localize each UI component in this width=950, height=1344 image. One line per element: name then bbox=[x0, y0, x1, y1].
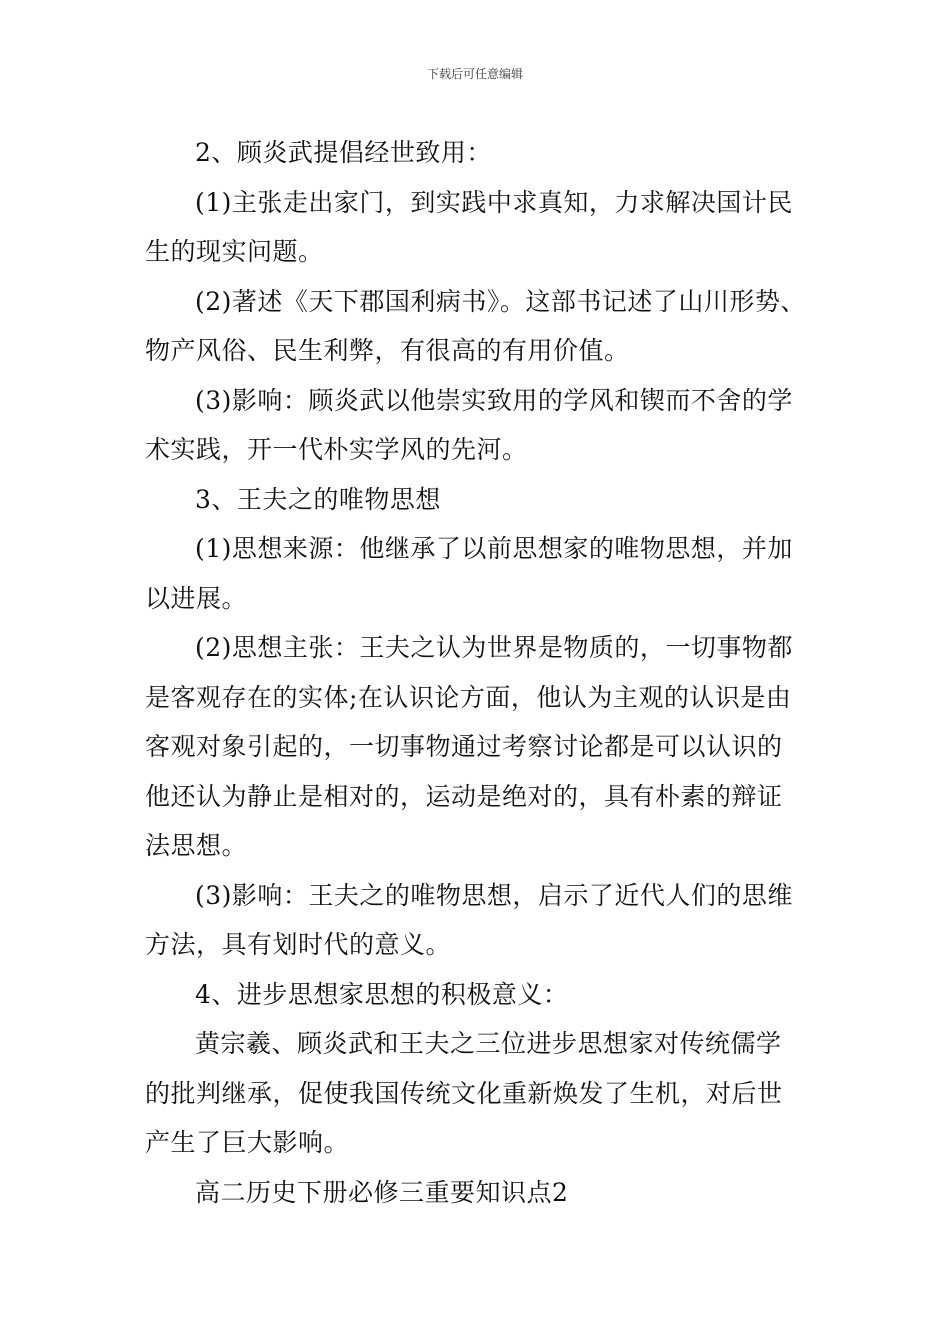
paragraph-line: 2、顾炎武提倡经世致用： bbox=[195, 138, 492, 167]
paragraph-6 bbox=[145, 524, 815, 623]
paragraph-line: 是客观存在的实体;在认识论方面，他认为主观的认识是由 bbox=[145, 682, 792, 712]
paragraph-line: (3)影响：王夫之的唯物思想，启示了近代人们的思维 bbox=[195, 880, 793, 910]
paragraph-line: 产生了巨大影响。 bbox=[145, 1128, 350, 1157]
paragraph-8 bbox=[145, 871, 815, 970]
document-body bbox=[145, 128, 815, 1217]
paragraph-line: 生的现实问题。 bbox=[145, 237, 324, 266]
paragraph-line: 3、王夫之的唯物思想 bbox=[195, 484, 441, 514]
paragraph-line: 黄宗羲、顾炎武和王夫之三位进步思想家对传统儒学 bbox=[195, 1029, 782, 1058]
paragraph-10 bbox=[145, 1019, 815, 1168]
paragraph-9 bbox=[145, 970, 815, 1020]
paragraph-line: 方法，具有划时代的意义。 bbox=[145, 930, 452, 959]
paragraph-line: 客观对象引起的，一切事物通过考察讨论都是可以认识的 bbox=[145, 732, 783, 761]
paragraph-5 bbox=[145, 475, 815, 525]
section-title bbox=[145, 1168, 815, 1218]
paragraph-2 bbox=[145, 178, 815, 277]
paragraph-line: (1)思想来源：他继承了以前思想家的唯物思想，并加 bbox=[195, 534, 793, 563]
paragraph-line: 他还认为静止是相对的，运动是绝对的，具有朴素的辩证 bbox=[145, 781, 783, 811]
paragraph-1 bbox=[145, 128, 815, 178]
paragraph-line: 法思想。 bbox=[145, 831, 248, 860]
paragraph-line: 高二历史下册必修三重要知识点2 bbox=[195, 1177, 569, 1207]
paragraph-4 bbox=[145, 376, 815, 475]
paragraph-line: 的批判继承，促使我国传统文化重新焕发了生机，对后世 bbox=[145, 1078, 783, 1108]
page-header: 下载后可任意编辑 bbox=[426, 67, 523, 81]
paragraph-7 bbox=[145, 623, 815, 871]
paragraph-line: (2)著述《天下郡国利病书》。这部书记述了山川形势、 bbox=[195, 286, 806, 316]
paragraph-line: 4、进步思想家思想的积极意义： bbox=[195, 979, 569, 1009]
paragraph-line: (1)主张走出家门，到实践中求真知，力求解决国计民 bbox=[195, 187, 793, 217]
paragraph-line: (3)影响：顾炎武以他崇实致用的学风和锲而不舍的学 bbox=[195, 385, 793, 415]
paragraph-line: 术实践，开一代朴实学风的先河。 bbox=[145, 435, 528, 464]
paragraph-3 bbox=[145, 277, 815, 376]
paragraph-line: (2)思想主张：王夫之认为世界是物质的，一切事物都 bbox=[195, 633, 793, 662]
paragraph-line: 以进展。 bbox=[145, 583, 248, 613]
paragraph-line: 物产风俗、民生利弊，有很高的有用价值。 bbox=[145, 336, 630, 365]
